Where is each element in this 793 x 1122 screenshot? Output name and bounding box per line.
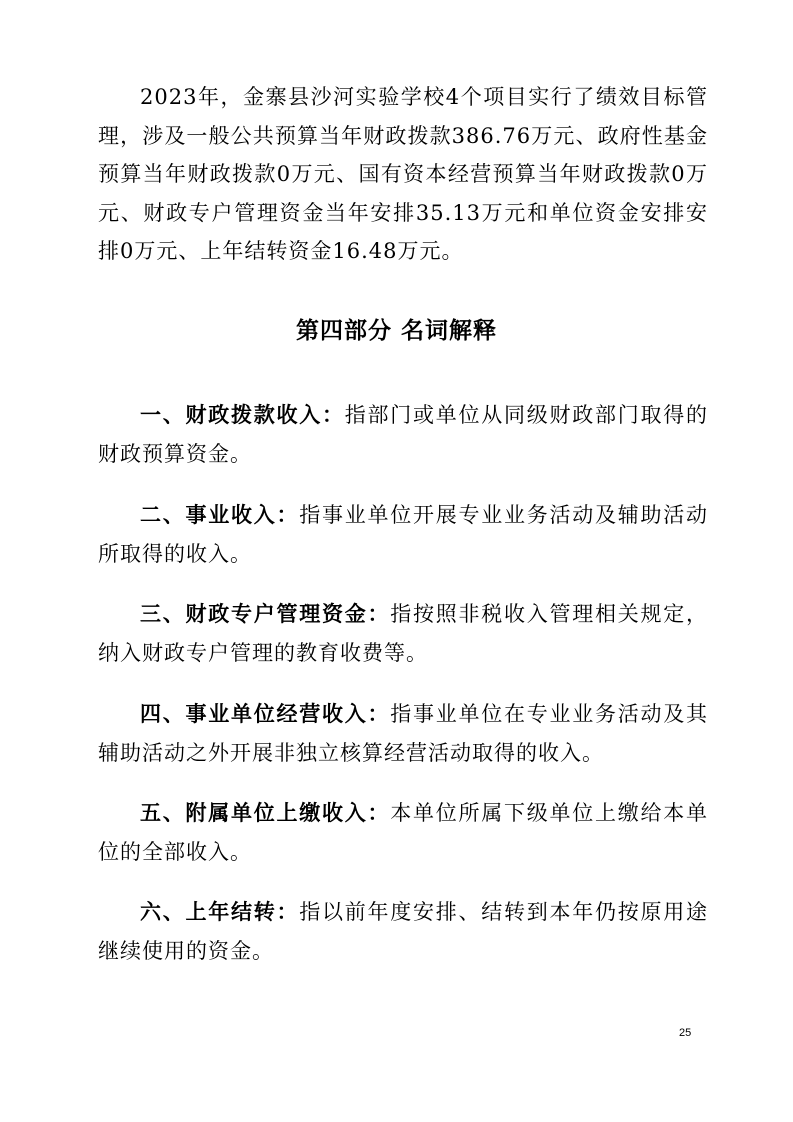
definition-term: 五、附属单位上缴收入： bbox=[140, 801, 391, 825]
intro-paragraph: 2023年，金寨县沙河实验学校4个项目实行了绩效目标管理，涉及一般公共预算当年财政拨款386.76万元、政府性基金预算当年财政拨款0万元、国有资本经营预算当年财政拨款0万元、财政专户管理资金当年安排35.13万元和单位资金安排安排0万元、上年结转资金16.48万元。 bbox=[98, 85, 708, 263]
definition-text: 指事业单位开展专业业务活动及辅助活动所取得的收入。 bbox=[98, 503, 708, 566]
definition-term: 六、上年结转： bbox=[140, 900, 300, 924]
definition-text: 本单位所属下级单位上缴给本单位的全部收入。 bbox=[98, 801, 708, 864]
definition-term: 三、财政专户管理资金： bbox=[140, 602, 391, 626]
definition-term: 二、事业收入： bbox=[140, 503, 300, 527]
definition-text: 指事业单位在专业业务活动及其辅助活动之外开展非独立核算经营活动取得的收入。 bbox=[98, 702, 708, 765]
definition-paragraph bbox=[98, 695, 708, 772]
definition-paragraph bbox=[98, 396, 708, 473]
definition-paragraph bbox=[98, 893, 708, 970]
definition-term: 一、财政拨款收入： bbox=[140, 403, 345, 427]
page-number: 25 bbox=[679, 1027, 692, 1039]
definition-term: 四、事业单位经营收入： bbox=[140, 702, 391, 726]
definition-paragraph bbox=[98, 794, 708, 871]
definition-paragraph bbox=[98, 496, 708, 573]
section-heading: 第四部分 名词解释 bbox=[295, 318, 497, 344]
definition-text: 指部门或单位从同级财政部门取得的财政预算资金。 bbox=[98, 403, 708, 466]
definition-paragraph bbox=[98, 595, 708, 672]
definition-text: 指按照非税收入管理相关规定，纳入财政专户管理的教育收费等。 bbox=[98, 602, 708, 665]
definition-text: 指以前年度安排、结转到本年仍按原用途继续使用的资金。 bbox=[98, 900, 708, 963]
